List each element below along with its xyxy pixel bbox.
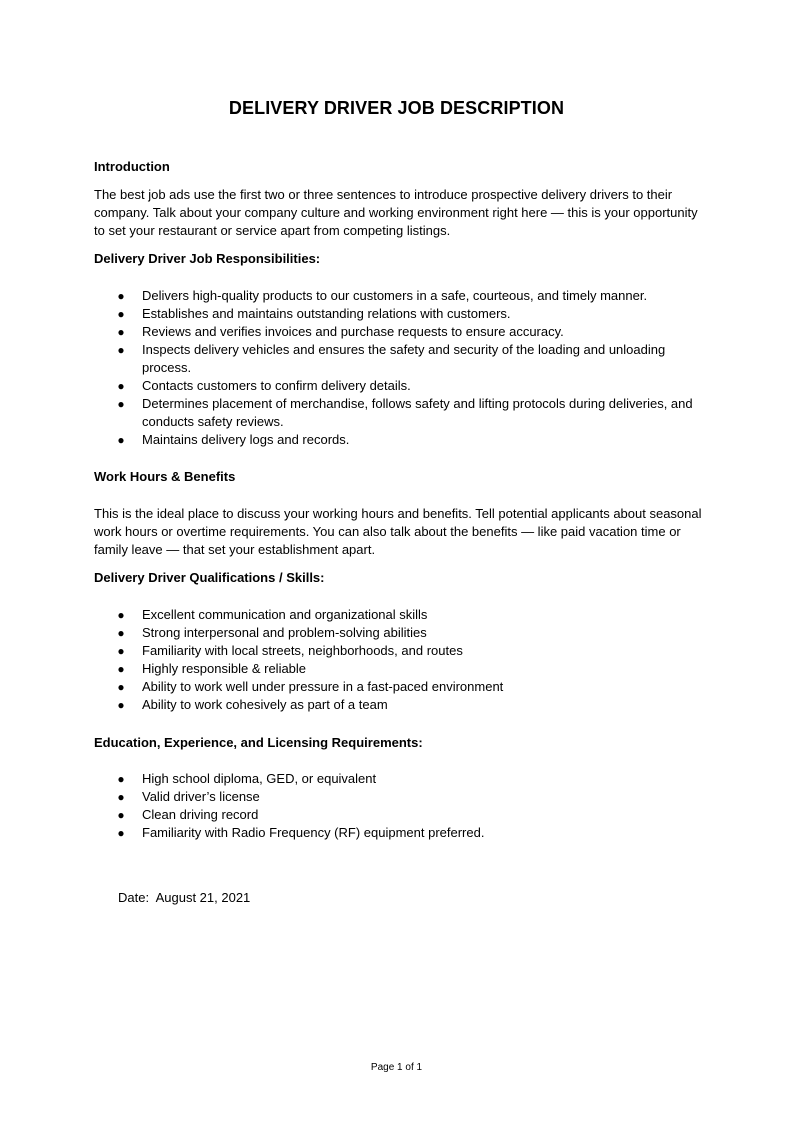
work-hours-paragraph: This is the ideal place to discuss your working hours and benefits. Tell potential applicants about seasonal work hours or overtime requirements. You can also talk about the benefits — like paid vacation time or family leave — that set your establishment apart. <box>94 506 702 557</box>
list-item-text: Familiarity with local streets, neighborhoods, and routes <box>142 643 463 658</box>
bullet-icon: ● <box>117 772 125 786</box>
list-item-text: Ability to work well under pressure in a fast-paced environment <box>142 679 504 694</box>
bullet-icon: ● <box>117 644 125 658</box>
list-item <box>116 341 696 377</box>
list-item <box>116 660 696 678</box>
list-item-text: Reviews and verifies invoices and purchase requests to ensure accuracy. <box>142 324 564 339</box>
list-item-text: Familiarity with Radio Frequency (RF) equipment preferred. <box>142 825 485 840</box>
bullet-icon: ● <box>117 790 125 804</box>
list-item-text: Ability to work cohesively as part of a team <box>142 697 388 712</box>
list-item-text: Maintains delivery logs and records. <box>142 432 350 447</box>
list-item <box>116 770 696 788</box>
list-item <box>116 606 696 624</box>
list-item-text: Contacts customers to confirm delivery details. <box>142 378 411 393</box>
list-item <box>116 642 696 660</box>
bullet-icon: ● <box>117 698 125 712</box>
education-list <box>116 770 696 842</box>
list-item <box>116 287 696 305</box>
bullet-icon: ● <box>117 307 125 321</box>
list-item-text: Inspects delivery vehicles and ensures the safety and security of the loading and unloading process. <box>142 342 666 375</box>
list-item <box>116 624 696 642</box>
list-item-text: Clean driving record <box>142 807 259 822</box>
list-item-text: Determines placement of merchandise, follows safety and lifting protocols during deliveries, and conducts safety reviews. <box>142 396 693 429</box>
bullet-icon: ● <box>117 325 125 339</box>
list-item <box>116 395 696 431</box>
date-value: August 21, 2021 <box>155 890 251 905</box>
list-item <box>116 431 696 449</box>
list-item-text: Delivers high-quality products to our customers in a safe, courteous, and timely manner. <box>142 288 648 303</box>
bullet-icon: ● <box>117 608 125 622</box>
qualifications-heading: Delivery Driver Qualifications / Skills: <box>94 570 325 585</box>
introduction-heading: Introduction <box>94 159 170 174</box>
list-item <box>116 377 696 395</box>
introduction-paragraph: The best job ads use the first two or three sentences to introduce prospective delivery drivers to their company. Talk about your company culture and working environment right here — this is your opportunity to set your restaurant or service apart from competing listings. <box>94 187 698 238</box>
list-item-text: Strong interpersonal and problem-solving abilities <box>142 625 427 640</box>
responsibilities-heading: Delivery Driver Job Responsibilities: <box>94 251 321 266</box>
bullet-icon: ● <box>117 397 125 411</box>
bullet-icon: ● <box>117 343 125 357</box>
date-line <box>118 889 250 907</box>
education-heading: Education, Experience, and Licensing Requirements: <box>94 735 423 750</box>
date-label: Date: <box>118 890 150 905</box>
bullet-icon: ● <box>117 662 125 676</box>
list-item-text: Establishes and maintains outstanding relations with customers. <box>142 306 511 321</box>
list-item-text: High school diploma, GED, or equivalent <box>142 771 377 786</box>
page-title: DELIVERY DRIVER JOB DESCRIPTION <box>228 98 565 118</box>
bullet-icon: ● <box>117 289 125 303</box>
list-item <box>116 806 696 824</box>
list-item-text: Excellent communication and organizational skills <box>142 607 428 622</box>
bullet-icon: ● <box>117 379 125 393</box>
list-item <box>116 788 696 806</box>
list-item <box>116 678 696 696</box>
bullet-icon: ● <box>117 680 125 694</box>
responsibilities-list <box>116 287 696 449</box>
list-item-text: Highly responsible & reliable <box>142 661 307 676</box>
list-item <box>116 696 696 714</box>
list-item <box>116 305 696 323</box>
qualifications-list <box>116 606 696 714</box>
work-hours-heading: Work Hours & Benefits <box>94 469 236 484</box>
bullet-icon: ● <box>117 808 125 822</box>
bullet-icon: ● <box>117 826 125 840</box>
list-item-text: Valid driver’s license <box>142 789 260 804</box>
bullet-icon: ● <box>117 626 125 640</box>
page-number: Page 1 of 1 <box>370 1062 423 1073</box>
bullet-icon: ● <box>117 433 125 447</box>
list-item <box>116 323 696 341</box>
list-item <box>116 824 696 842</box>
